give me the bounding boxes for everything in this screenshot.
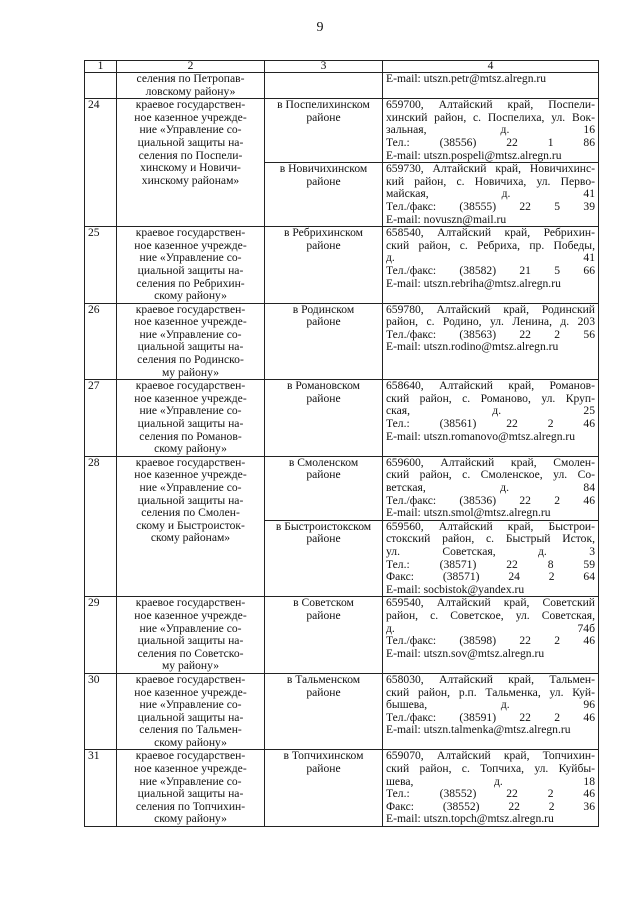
row-number: 24 [85, 99, 117, 227]
cell-line: районе [306, 532, 341, 546]
cell-line: му району» [161, 365, 220, 379]
cell-line: краевое государствен- [135, 98, 246, 112]
cell-line: ский район, с. Смоленское, ул. Со- [386, 468, 595, 482]
row-number: 25 [85, 227, 117, 304]
organization-name [117, 673, 265, 750]
page-number: 9 [316, 20, 324, 35]
contact-address [383, 456, 599, 520]
cell-line: E-mail: utszn.pospeli@mtsz.alregn.ru [386, 148, 562, 162]
cell-line: хинскому районам» [141, 173, 240, 187]
cell-line: селения по Ребрихин- [136, 276, 245, 290]
cell-line: ловскому району» [145, 84, 236, 98]
cell-line: селения по Петропав- [136, 72, 245, 85]
table-header-row [85, 61, 599, 73]
cell-line: селения по Родинско- [137, 353, 244, 367]
table-row [85, 750, 599, 827]
cell-line: E-mail: utszn.sov@mtsz.alregn.ru [386, 646, 545, 660]
table-row [85, 597, 599, 674]
contact-address [383, 163, 599, 227]
cell-line: циальной защиты на- [137, 710, 244, 724]
cell-line: ский район, с. Ребриха, пр. Победы, [386, 238, 595, 252]
column-header-organization: 2 [117, 61, 265, 73]
contact-address [383, 380, 599, 457]
cell-line: ние «Управление со- [139, 481, 242, 494]
cell-line: в Быстроистокском [275, 519, 372, 533]
table-row [85, 456, 599, 520]
cell-line: Тел./факс: (38598) 22 2 46 [386, 634, 595, 648]
cell-line: селения по Поспели- [138, 148, 243, 162]
organization-name [117, 99, 265, 227]
cell-line: ская, д. 25 [386, 404, 595, 418]
row-number: 27 [85, 380, 117, 457]
cell-line: районе [306, 110, 341, 124]
cell-line: ние «Управление со- [139, 698, 242, 712]
district-name [265, 227, 383, 304]
cell-line: краевое государствен- [135, 749, 246, 763]
organization-name [117, 73, 265, 99]
cell-line: 659600, Алтайский край, Смолен- [386, 455, 595, 469]
cell-line: ние «Управление со- [139, 251, 242, 265]
cell-line: Тел.: (38571) 22 8 59 [386, 557, 595, 571]
cell-line: ние «Управление со- [139, 774, 242, 788]
contact-address [383, 303, 599, 380]
column-header-address: 4 [383, 61, 599, 73]
cell-line: E-mail: utszn.smol@mtsz.alregn.ru [386, 506, 551, 520]
cell-line: скому районам» [150, 531, 231, 545]
district-name [265, 99, 383, 163]
cell-line: краевое государствен- [135, 455, 246, 469]
cell-line: ветская, д. 84 [386, 481, 595, 494]
cell-line: Тел.: (38556) 22 1 86 [386, 135, 595, 149]
cell-line: E-mail: utszn.rebriha@mtsz.alregn.ru [386, 276, 561, 290]
cell-line: селения по Топчихин- [135, 799, 246, 813]
organization-name [117, 303, 265, 380]
table-row [85, 99, 599, 163]
cell-line: краевое государствен- [135, 226, 246, 240]
cell-line: ние «Управление со- [139, 327, 242, 341]
cell-line: ное казенное учрежде- [134, 762, 247, 776]
cell-line: му району» [161, 659, 220, 673]
cell-line: ное казенное учрежде- [134, 238, 247, 252]
cell-line: ное казенное учрежде- [134, 315, 247, 329]
table-body [85, 73, 599, 827]
cell-line: ние «Управление со- [139, 621, 242, 635]
cell-line: 659540, Алтайский край, Советский [386, 596, 595, 610]
cell-line: 658540, Алтайский край, Ребрихин- [386, 226, 595, 240]
row-number [85, 73, 117, 99]
cell-line: районе [306, 238, 341, 252]
cell-line: в Поспелихинском [277, 98, 370, 112]
cell-line: майская, д. 41 [386, 187, 595, 201]
district-name [265, 380, 383, 457]
cell-line: районе [306, 315, 341, 329]
cell-line: краевое государствен- [135, 302, 246, 316]
district-name [265, 303, 383, 380]
cell-line: Тел./факс: (38563) 22 2 56 [386, 327, 595, 341]
district-name [265, 597, 383, 674]
row-number: 29 [85, 597, 117, 674]
cell-line: ное казенное учрежде- [134, 685, 247, 699]
column-header-district: 3 [265, 61, 383, 73]
contact-address [383, 673, 599, 750]
cell-line: селения по Смолен- [141, 506, 240, 520]
cell-line: ский район, с. Романово, ул. Круп- [386, 391, 595, 405]
cell-line: в Топчихинском [283, 749, 364, 763]
cell-line: ние «Управление со- [139, 404, 242, 418]
cell-line: Тел.: (38561) 22 2 46 [386, 417, 595, 431]
cell-line: районе [306, 685, 341, 699]
cell-line: в Новичихинском [279, 162, 368, 176]
cell-line: 659560, Алтайский край, Быстрои- [386, 519, 595, 533]
table-row [85, 380, 599, 457]
cell-line: районе [306, 608, 341, 622]
cell-line: ное казенное учрежде- [134, 608, 247, 622]
district-name [265, 673, 383, 750]
cell-line: циальной защиты на- [137, 340, 244, 354]
contact-address [383, 73, 599, 99]
cell-line: кий район, с. Новичиха, ул. Перво- [386, 174, 595, 188]
contact-address [383, 99, 599, 163]
cell-line: 658030, Алтайский край, Тальмен- [386, 672, 595, 686]
cell-line: E-mail: utszn.topch@mtsz.alregn.ru [386, 812, 554, 826]
cell-line: районе [306, 762, 341, 776]
cell-line: хинскому и Новичи- [140, 161, 241, 175]
cell-line: район, с. Родино, ул. Ленина, д. 203 [386, 315, 595, 329]
cell-line: 659700, Алтайский край, Поспели- [386, 98, 595, 112]
cell-line: хинский район, с. Поспелиха, ул. Вок- [386, 110, 595, 124]
cell-line: селения по Советско- [137, 646, 244, 660]
cell-line: 659780, Алтайский край, Родинский [386, 302, 595, 316]
cell-line: Тел.: (38552) 22 2 46 [386, 787, 595, 801]
table-row [85, 303, 599, 380]
cell-line: Тел./факс: (38582) 21 5 66 [386, 263, 595, 277]
cell-line: циальной защиты на- [137, 135, 244, 149]
row-number: 28 [85, 456, 117, 597]
district-name [265, 73, 383, 99]
cell-line: Факс: (38571) 24 2 64 [386, 570, 595, 584]
cell-line: циальной защиты на- [137, 634, 244, 648]
cell-line: в Романовском [286, 379, 361, 393]
cell-line: E-mail: socbistok@yandex.ru [386, 582, 525, 596]
cell-line: в Советском [293, 596, 354, 610]
cell-line: скому району» [154, 442, 227, 456]
organization-name [117, 380, 265, 457]
cell-line: в Ребрихинском [283, 226, 364, 240]
district-name [265, 456, 383, 520]
cell-line: бышева, д. 96 [386, 698, 595, 712]
cell-line: ул. Советская, д. 3 [386, 544, 595, 558]
organization-name [117, 750, 265, 827]
cell-line: Тел./факс: (38536) 22 2 46 [386, 493, 595, 507]
row-number: 30 [85, 673, 117, 750]
cell-line: скому и Быстроисток- [136, 518, 245, 532]
cell-line: д. 41 [386, 251, 595, 265]
cell-line: ное казенное учрежде- [134, 391, 247, 405]
cell-line: скому району» [154, 735, 227, 749]
cell-line: район, с. Советское, ул. Советская, [386, 608, 595, 622]
cell-line: скому району» [154, 289, 227, 303]
cell-line: Факс: (38552) 22 2 36 [386, 799, 595, 813]
cell-line: ное казенное учрежде- [134, 110, 247, 124]
cell-line: 658640, Алтайский край, Романов- [386, 379, 595, 393]
contact-address [383, 750, 599, 827]
cell-line: в Смоленском [288, 455, 359, 469]
column-header-number: 1 [85, 61, 117, 73]
cell-line: районе [306, 174, 341, 188]
cell-line: зальная, д. 16 [386, 123, 595, 137]
cell-line: 659730, Алтайский край, Новичихинс- [386, 162, 595, 176]
district-name [265, 163, 383, 227]
cell-line: циальной защиты на- [137, 493, 244, 507]
cell-line: селения по Тальмен- [139, 723, 242, 737]
contact-address [383, 520, 599, 597]
cell-line: ский район, с. Топчиха, ул. Куйбы- [386, 762, 595, 776]
district-name [265, 750, 383, 827]
cell-line: E-mail: utszn.romanovo@mtsz.alregn.ru [386, 429, 576, 443]
organization-name [117, 227, 265, 304]
row-number: 26 [85, 303, 117, 380]
cell-line: селения по Романов- [139, 429, 242, 443]
cell-line: шева, д. 18 [386, 774, 595, 788]
cell-line: циальной защиты на- [137, 263, 244, 277]
table-row [85, 227, 599, 304]
cell-line: Тел./факс: (38591) 22 2 46 [386, 710, 595, 724]
cell-line: ние «Управление со- [139, 123, 242, 137]
cell-line: районе [306, 391, 341, 405]
row-number: 31 [85, 750, 117, 827]
cell-line: д. 74б [386, 621, 595, 635]
district-name [265, 520, 383, 597]
cell-line: E-mail: utszn.talmenka@mtsz.alregn.ru [386, 723, 571, 737]
cell-line: стокский район, с. Быстрый Исток, [386, 532, 595, 546]
cell-line: ное казенное учрежде- [134, 468, 247, 482]
organization-name [117, 456, 265, 597]
cell-line: циальной защиты на- [137, 417, 244, 431]
cell-line: краевое государствен- [135, 379, 246, 393]
cell-line: ский район, р.п. Тальменка, ул. Куй- [386, 685, 595, 699]
institutions-table [84, 60, 599, 827]
organization-name [117, 597, 265, 674]
cell-line: в Тальменском [286, 672, 361, 686]
cell-line: 659070, Алтайский край, Топчихин- [386, 749, 595, 763]
cell-line: E-mail: novuszn@mail.ru [386, 212, 507, 226]
cell-line: скому району» [154, 812, 227, 826]
cell-line: E-mail: utszn.petr@mtsz.alregn.ru [386, 72, 547, 85]
contact-address [383, 597, 599, 674]
cell-line: краевое государствен- [135, 596, 246, 610]
cell-line: в Родинском [292, 302, 355, 316]
cell-line: E-mail: utszn.rodino@mtsz.alregn.ru [386, 340, 559, 354]
table-row [85, 73, 599, 99]
contact-address [383, 227, 599, 304]
cell-line: Тел./факс: (38555) 22 5 39 [386, 199, 595, 213]
cell-line: краевое государствен- [135, 672, 246, 686]
table-row [85, 673, 599, 750]
cell-line: районе [306, 468, 341, 482]
cell-line: циальной защиты на- [137, 787, 244, 801]
